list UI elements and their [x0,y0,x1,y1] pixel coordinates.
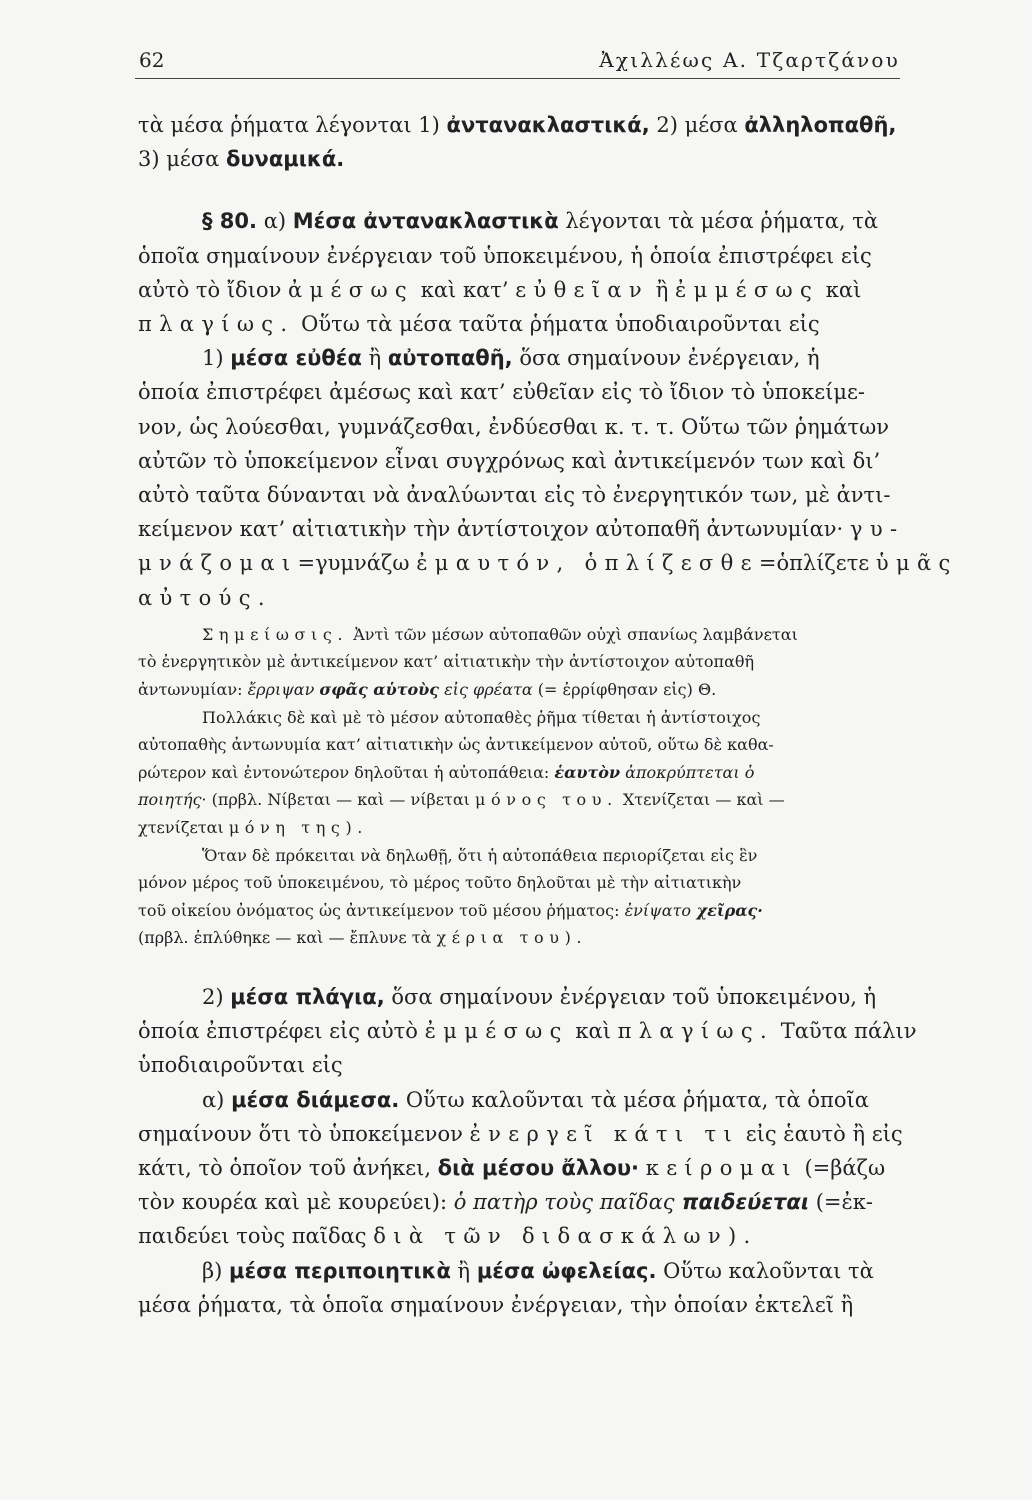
section-80: § 80. α) Μέσα ἀντανακλαστικὰ λέγονται τὰ μέσα ῥήματα, τὰ ὁποῖα σημαίνουν ἐνέργειαν τοῦ ὑποκειμένου, ἡ ὁποία ἐπιστρέφει εἰς αὐτὸ τὸ ἴδιον ἀμέσως καὶ κατ’ εὐθεῖαν ἢ ἐμμέσως καὶ πλαγίως. Οὕτω τὰ μέσα ταῦτα ῥήματα ὑποδιαιροῦνται εἰς [138,209,879,337]
page-number: 62 [139,48,165,72]
note-block: Σημείωσις. Ἀντὶ τῶν μέσων αὐτοπαθῶν οὐχὶ σπανίως λαμβάνεται τὸ ἐνεργητικὸν μὲ ἀντικείμενον κατ’ αἰτιατικὴν τὴν ἀντίστοιχον αὐτοπαθῆ ἀντωνυμίαν: ἔρριψαν σφᾶς αὑτοὺς εἰς φρέατα (= ἐρρίφθησαν εἰς) Θ. Πολλάκις δὲ καὶ μὲ τὸ μέσον αὐτοπαθὲς ῥῆμα τίθεται ἡ ἀντίστοιχος αὐτοπαθὴς ἀντωνυμία κατ’ αἰτιατικὴν ὡς ἀντικείμενον αὐτοῦ, οὕτω δὲ καθα- ρώτερον καὶ ἐντονώτερον δηλοῦται ἡ αὐτοπάθεια: ἑαυτὸν ἀποκρύπτεται ὁ ποιητής· (πρβλ. Νίβεται — καὶ — νίβεται μόνος του. Χτενίζεται — καὶ — χτενίζεται μόνη της). Ὅταν δὲ πρόκειται νὰ δηλωθῇ, ὅτι ἡ αὐτοπάθεια περιορίζεται εἰς ἓν μόνον μέρος τοῦ ὑποκειμένου, τὸ μέρος τοῦτο δηλοῦται μὲ τὴν αἰτιατικὴν τοῦ οἰκείου ὀνόματος ὡς ἀντικείμενον τοῦ μέσου ῥήματος: ἐνίψατο χεῖρας· (πρβλ. ἐπλύθηκε — καὶ — ἔπλυνε τὰ χέρια του). [138,624,798,948]
note-label: Σημείωσις. [202,624,349,644]
subsection-diamesa: α) μέσα διάμεσα. Οὕτω καλοῦνται τὰ μέσα ῥήματα, τὰ ὁποῖα σημαίνουν ὅτι τὸ ὑποκείμενον ἐνεργεῖ κάτι τι εἰς ἑαυτὸ ἢ εἰς κάτι, τὸ ὁποῖον τοῦ ἀνήκει, διὰ μέσου ἄλλου· κείρομαι (=βάζω τὸν κουρέα καὶ μὲ κουρεύει): ὁ πατὴρ τοὺς παῖδας παιδεύεται (=ἐκ- παιδεύει τοὺς παῖδας διὰ τῶν διδασκάλων). [138,1087,903,1249]
page-header [135,44,900,79]
subsection-autopathe: 1) μέσα εὐθέα ἢ αὐτοπαθῆ, ὅσα σημαίνουν ἐνέργειαν, ἡ ὁποία ἐπιστρέφει ἀμέσως καὶ κατ’ εὐθεῖαν εἰς τὸ ἴδιον τὸ ὑποκείμε- νον, ὡς λούεσθαι, γυμνάζεσθαι, ἐνδύεσθαι κ. τ. τ. Οὕτω τῶν ῥημάτων αὐτῶν τὸ ὑποκείμενον εἶναι συγχρόνως καὶ ἀντικείμενόν των καὶ δι’ αὐτὸ ταῦτα δύνανται νὰ ἀναλύωνται εἰς τὸ ἐνεργητικόν των, μὲ ἀντι- κείμενον κατ’ αἰτιατικὴν τὴν ἀντίστοιχον αὐτοπαθῆ ἀντωνυμίαν· γυ- μνάζομαι=γυμνάζω ἐμαυτόν, ὁπλίζεσθε=ὁπλίζετε ὑμᾶς αὐτούς. [138,346,958,610]
subsection-plagia: 2) μέσα πλάγια, ὅσα σημαίνουν ἐνέργειαν τοῦ ὑποκειμένου, ἡ ὁποία ἐπιστρέφει εἰς αὐτὸ ἐμμέσως καὶ πλαγίως. Ταῦτα πάλιν ὑποδιαιροῦνται εἰς [138,984,917,1078]
page-body [138,108,958,1322]
section-number: § 80. [202,209,258,234]
paragraph-intro: τὰ μέσα ῥήματα λέγονται 1) ἀντανακλαστικά, 2) μέσα ἀλληλοπαθῆ, 3) μέσα δυναμικά. [138,113,897,172]
subsection-peripoietika: β) μέσα περιποιητικὰ ἢ μέσα ὠφελείας. Οὕτω καλοῦνται τὰ μέσα ῥήματα, τὰ ὁποῖα σημαίνουν ἐνέργειαν, τὴν ὁποίαν ἐκτελεῖ ἢ [138,1258,874,1317]
running-head: Ἀχιλλέως Α. Τζαρτζάνου [599,48,900,72]
